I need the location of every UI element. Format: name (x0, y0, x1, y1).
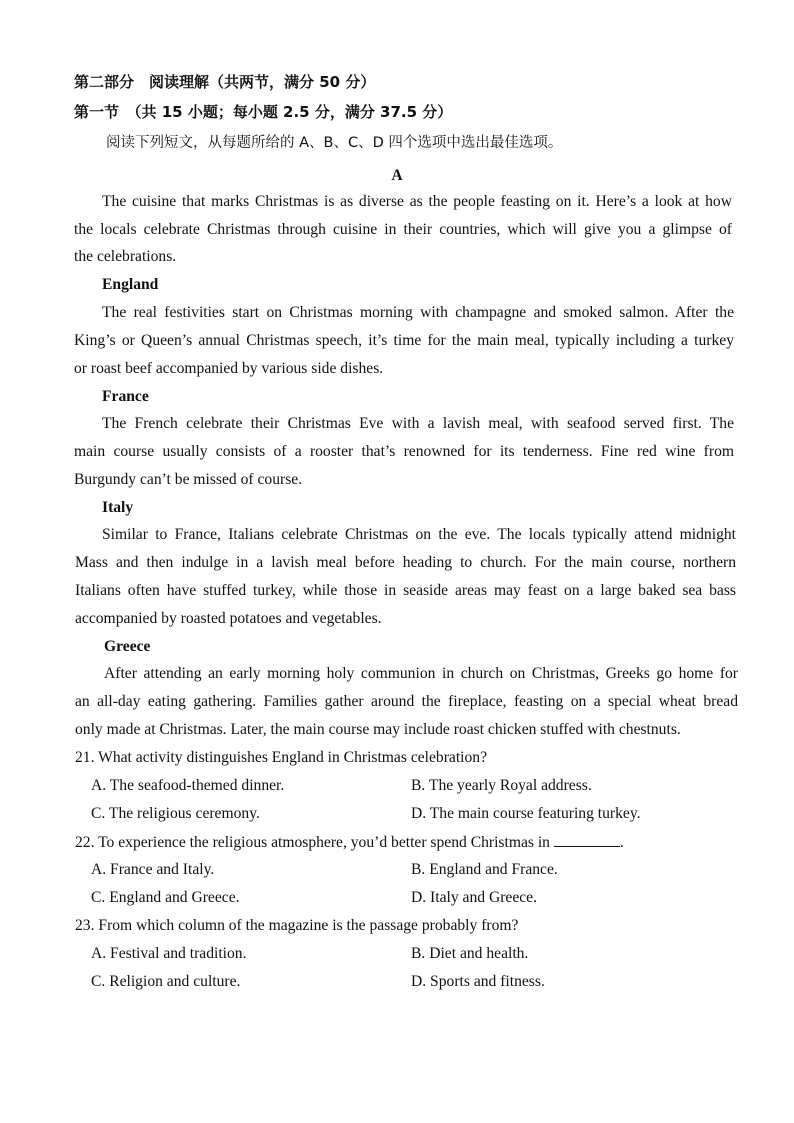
italy-line: Similar to France, Italians celebrate Christmas on the eve. The locals typically attend midnight (102, 526, 736, 543)
option-a[interactable]: A. Festival and tradition. (91, 945, 247, 962)
question-stem-text: 22. To experience the religious atmosphere, you’d better spend Christmas in (75, 834, 550, 851)
option-d[interactable]: D. Sports and fitness. (411, 973, 545, 990)
france-line: The French celebrate their Christmas Eve with a lavish meal, with seafood served first. The (102, 415, 734, 432)
england-line: The real festivities start on Christmas morning with champagne and smoked salmon. After the (102, 304, 734, 321)
option-a[interactable]: A. France and Italy. (91, 861, 215, 878)
intro-line: The cuisine that marks Christmas is as diverse as the people feasting on it. Here’s a look at how (102, 193, 732, 210)
greece-heading: Greece (104, 638, 151, 655)
option-c[interactable]: C. England and Greece. (91, 889, 240, 906)
question-stem (75, 832, 736, 853)
option-d[interactable]: D. The main course featuring turkey. (411, 805, 641, 822)
italy-line: Mass and then indulge in a lavish meal before heading to church. For the main course, northern (75, 554, 736, 571)
question-stem: 23. From which column of the magazine is the passage probably from? (75, 917, 519, 934)
option-a[interactable]: A. The seafood-themed dinner. (91, 777, 285, 794)
greece-line: an all-day eating gathering. Families gather around the fireplace, feasting on a special wheat bread (75, 693, 738, 710)
question-stem-end: . (619, 834, 624, 851)
option-b[interactable]: B. The yearly Royal address. (411, 777, 592, 794)
option-c[interactable]: C. The religious ceremony. (91, 805, 260, 822)
italy-line: Italians often have stuffed turkey, while those in seaside areas may feast on a large baked sea bass (75, 582, 736, 599)
england-line: King’s or Queen’s annual Christmas speech, it’s time for the main meal, typically including a turkey (74, 332, 734, 349)
section-title: 第一节 （共 15 小题；每小题 2.5 分，满分 37.5 分） (74, 103, 453, 121)
italy-line: accompanied by roasted potatoes and vegetables. (75, 610, 382, 627)
england-line: or roast beef accompanied by various side dishes. (74, 360, 384, 377)
option-d[interactable]: D. Italy and Greece. (411, 889, 537, 906)
question-stem: 21. What activity distinguishes England in Christmas celebration? (75, 749, 488, 766)
greece-line: only made at Christmas. Later, the main course may include roast chicken stuffed with chestnuts. (75, 721, 681, 738)
france-line: main course usually consists of a rooster that’s renowned for its tenderness. Fine red wine from (74, 443, 734, 460)
england-heading: England (102, 276, 159, 293)
option-b[interactable]: B. Diet and health. (411, 945, 529, 962)
greece-line: After attending an early morning holy communion in church on Christmas, Greeks go home for (104, 665, 738, 682)
italy-heading: Italy (102, 499, 134, 516)
option-c[interactable]: C. Religion and culture. (91, 973, 241, 990)
instruction: 阅读下列短文，从每题所给的 A、B、C、D 四个选项中选出最佳选项。 (106, 135, 563, 151)
france-line: Burgundy can’t be missed of course. (74, 471, 303, 488)
passage-label: A (391, 167, 403, 184)
france-heading: France (102, 388, 149, 405)
part-title: 第二部分 阅读理解（共两节，满分 50 分） (74, 73, 376, 91)
intro-line: the locals celebrate Christmas through cuisine in their countries, which will give you a glimpse of (74, 221, 732, 238)
option-b[interactable]: B. England and France. (411, 861, 558, 878)
intro-line: the celebrations. (74, 248, 177, 265)
answer-blank[interactable] (554, 832, 620, 847)
